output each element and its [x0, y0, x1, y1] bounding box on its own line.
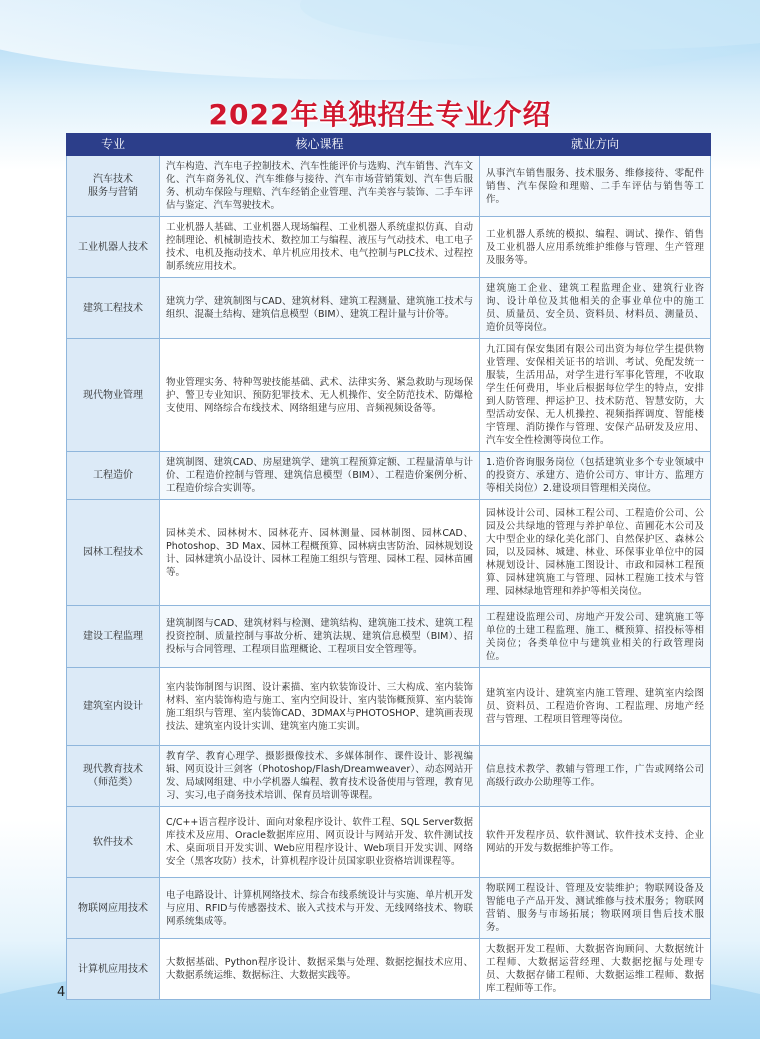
major-cell — [67, 500, 160, 606]
major-cell — [67, 278, 160, 339]
major-name: 园林工程技术 — [83, 547, 143, 558]
major-name: 现代教育技术 — [83, 764, 143, 775]
career-cell: 信息技术教学、教辅与管理工作，广告或网络公司高级行政办公助理等工作。 — [480, 746, 711, 807]
courses-cell: 建筑制图与CAD、建筑材料与检测、建筑结构、建筑施工技术、建筑工程投资控制、质量控制与事故分析、建筑法规、建筑信息模型（BIM）、招投标与合同管理、工程项目监理概论、工程项目安全管理等。 — [160, 606, 480, 668]
courses-cell: 建筑力学、建筑制图与CAD、建筑材料、建筑工程测量、建筑施工技术与组织、混凝土结构、建筑信息模型（BIM）、建筑工程计量与计价等。 — [160, 278, 480, 339]
major-cell — [67, 452, 160, 500]
career-cell: 九江国有保安集团有限公司出资为每位学生提供物业管理、安保相关证书的培训、考试、免配发统一服装，生活用品，对学生进行军事化管理，不收取学生任何费用，毕业后根据每位学生的特点，安排到人防管理、押运护卫、技术防范、智慧安防，大型活动安保、无人机操控、视频指挥调度、智能楼宇管理、消防操作与管理、安保产品研发及应用、汽车安全性检测等岗位工作。 — [480, 339, 711, 452]
major-cell — [67, 878, 160, 939]
major-cell — [67, 939, 160, 1000]
table-row — [67, 217, 711, 278]
header-major: 专业 — [67, 134, 160, 156]
career-cell: 工业机器人系统的模拟、编程、调试、操作、销售及工业机器人应用系统维护维修与管理、生产管理及服务等。 — [480, 217, 711, 278]
major-name: 建设工程监理 — [83, 631, 143, 642]
major-cell — [67, 339, 160, 452]
courses-cell: 物业管理实务、特种驾驶技能基础、武术、法律实务、紧急救助与现场保护、警卫专业知识、预防犯罪技术、无人机操作、安全防范技术、防爆枪支使用、网络综合布线技术、网络组建与应用、音频视频设备等。 — [160, 339, 480, 452]
table-row — [67, 606, 711, 668]
major-cell — [67, 746, 160, 807]
page-title: 2022年单独招生专业介绍 — [208, 98, 552, 131]
major-cell — [67, 807, 160, 878]
career-cell: 园林设计公司、园林工程公司、工程造价公司、公园及公共绿地的管理与养护单位、苗圃花木公司及大中型企业的绿化美化部门、自然保护区、森林公园，以及园林、城建、林业、环保事业单位中的园林规划设计、园林施工图设计、市政和园林工程预算、园林建筑施工与管理、园林工程施工技术与管理、园林绿地管理和养护等相关岗位。 — [480, 500, 711, 606]
career-cell: 物联网工程设计、管理及安装维护；物联网设备及智能电子产品开发、测试维修与技术服务；物联网营销、服务与市场拓展；物联网项目售后技术服务。 — [480, 878, 711, 939]
courses-cell: 园林美术、园林树木、园林花卉、园林测量、园林制图、园林CAD、Photoshop、3D Max、园林工程概预算、园林病虫害防治、园林规划设计、园林建筑小品设计、园林工程施工组织与管理、园林工程、园林苗圃等。 — [160, 500, 480, 606]
major-cell — [67, 668, 160, 746]
major-name: 汽车技术 — [93, 174, 133, 185]
courses-cell: C/C++语言程序设计、面向对象程序设计、软件工程、SQL Server数据库技术及应用、Oracle数据库应用、网页设计与网站开发、软件测试技术、桌面项目开发实训、Web应用程序设计、Web项目开发实训、网络安全（黑客攻防）技术，计算机程序设计员国家职业资格培训课程等。 — [160, 807, 480, 878]
career-cell: 工程建设监理公司、房地产开发公司、建筑施工等单位的土建工程监理、施工、概预算、招投标等相关岗位；各类单位中与建筑业相关的行政管理岗位。 — [480, 606, 711, 668]
major-name: 现代物业管理 — [83, 389, 143, 401]
major-name: 物联网应用技术 — [78, 902, 148, 914]
courses-cell: 教育学、教育心理学、摄影摄像技术、多媒体制作、课件设计、影视编辑、网页设计三剑客（Photoshop/Flash/Dreamweaver）、动态网站开发、局域网组建、中小学机器人编程、教育技术设备使用与管理，教育见习、实习,电子商务技术培训、保育员培训等课程。 — [160, 746, 480, 807]
career-cell: 软件开发程序员、软件测试、软件技术支持、企业网站的开发与数据维护等工作。 — [480, 807, 711, 878]
header-decoration — [0, 0, 760, 95]
courses-cell: 电子电路设计、计算机网络技术、综合布线系统设计与实施、单片机开发与应用、RFID与传感器技术、嵌入式技术与开发、无线网络技术、物联网系统集成等。 — [160, 878, 480, 939]
page-number: 4 — [57, 985, 66, 1000]
major-name: 建筑室内设计 — [83, 701, 143, 712]
table-row — [67, 878, 711, 939]
major-cell — [67, 217, 160, 278]
table-row — [67, 339, 711, 452]
major-name: 建筑工程技术 — [83, 302, 143, 314]
table-row — [67, 452, 711, 500]
major-name: 工程造价 — [93, 470, 133, 481]
courses-cell: 建筑制图、建筑CAD、房屋建筑学、建筑工程预算定额、工程量清单与计价、工程造价控制与管理、建筑信息模型（BIM）、工程造价案例分析、工程造价综合实训等。 — [160, 452, 480, 500]
table-row — [67, 500, 711, 606]
courses-cell: 室内装饰制图与识图、设计素描、室内软装饰设计、三大构成、室内装饰材料、室内装饰构造与施工、室内空间设计、室内装饰概预算、室内装饰施工组织与管理、室内装饰CAD、3DMAX与PHOTOSHOP、建筑画表现技法、建筑室内设计实训、建筑室内施工实训。 — [160, 668, 480, 746]
table-row — [67, 939, 711, 1000]
career-cell: 建筑室内设计、建筑室内施工管理、建筑室内绘图员、资料员、工程造价咨询、工程监理、房地产经营与管理、工程项目管理等岗位。 — [480, 668, 711, 746]
header-courses: 核心课程 — [160, 134, 480, 156]
table-row — [67, 156, 711, 217]
major-name-line2: 服务与营销 — [88, 187, 138, 198]
header-career: 就业方向 — [480, 134, 711, 156]
courses-cell: 汽车构造、汽车电子控制技术、汽车性能评价与选购、汽车销售、汽车文化、汽车商务礼仪、汽车维修与接待、汽车市场营销策划、汽车售后服务、机动车保险与理赔、汽车经销企业管理、汽车美容与装饰、二手车评估与鉴定、汽车驾驶技术。 — [160, 156, 480, 217]
career-cell: 1.造价咨询服务岗位（包括建筑业多个专业领域中的投资方、承建方、造价公司方、审计方、监理方等相关岗位）2.建设项目管理相关岗位。 — [480, 452, 711, 500]
career-cell: 建筑施工企业、建筑工程监理企业、建筑行业咨询、设计单位及其他相关的企事业单位中的施工员、质量员、安全员、资料员、材料员、测量员、造价员等岗位。 — [480, 278, 711, 339]
table-row — [67, 807, 711, 878]
courses-cell: 工业机器人基础、工业机器人现场编程、工业机器人系统虚拟仿真、自动控制理论、机械制造技术、数控加工与编程、液压与气动技术、电工电子技术、电机及拖动技术、单片机应用技术、电气控制与PLC技术、过程控制系统应用技术。 — [160, 217, 480, 278]
major-name: 软件技术 — [93, 836, 133, 848]
major-cell — [67, 606, 160, 668]
majors-table — [66, 133, 711, 1000]
major-name-line2: （师范类） — [88, 777, 138, 788]
table-row — [67, 668, 711, 746]
career-cell: 从事汽车销售服务、技术服务、维修接待、零配件销售、汽车保险和理赔、二手车评估与销售等工作。 — [480, 156, 711, 217]
major-cell — [67, 156, 160, 217]
table-header-row — [67, 134, 711, 156]
table-row — [67, 278, 711, 339]
courses-cell: 大数据基础、Python程序设计、数据采集与处理、数据挖掘技术应用、大数据系统运维、数据标注、大数据实践等。 — [160, 939, 480, 1000]
major-name: 工业机器人技术 — [78, 241, 148, 253]
career-cell: 大数据开发工程师、大数据咨询顾问、大数据统计工程师、大数据运营经理、大数据挖掘与处理专员、大数据存储工程师、大数据运维工程师、数据库工程师等工作。 — [480, 939, 711, 1000]
table-row — [67, 746, 711, 807]
major-name: 计算机应用技术 — [78, 963, 148, 975]
